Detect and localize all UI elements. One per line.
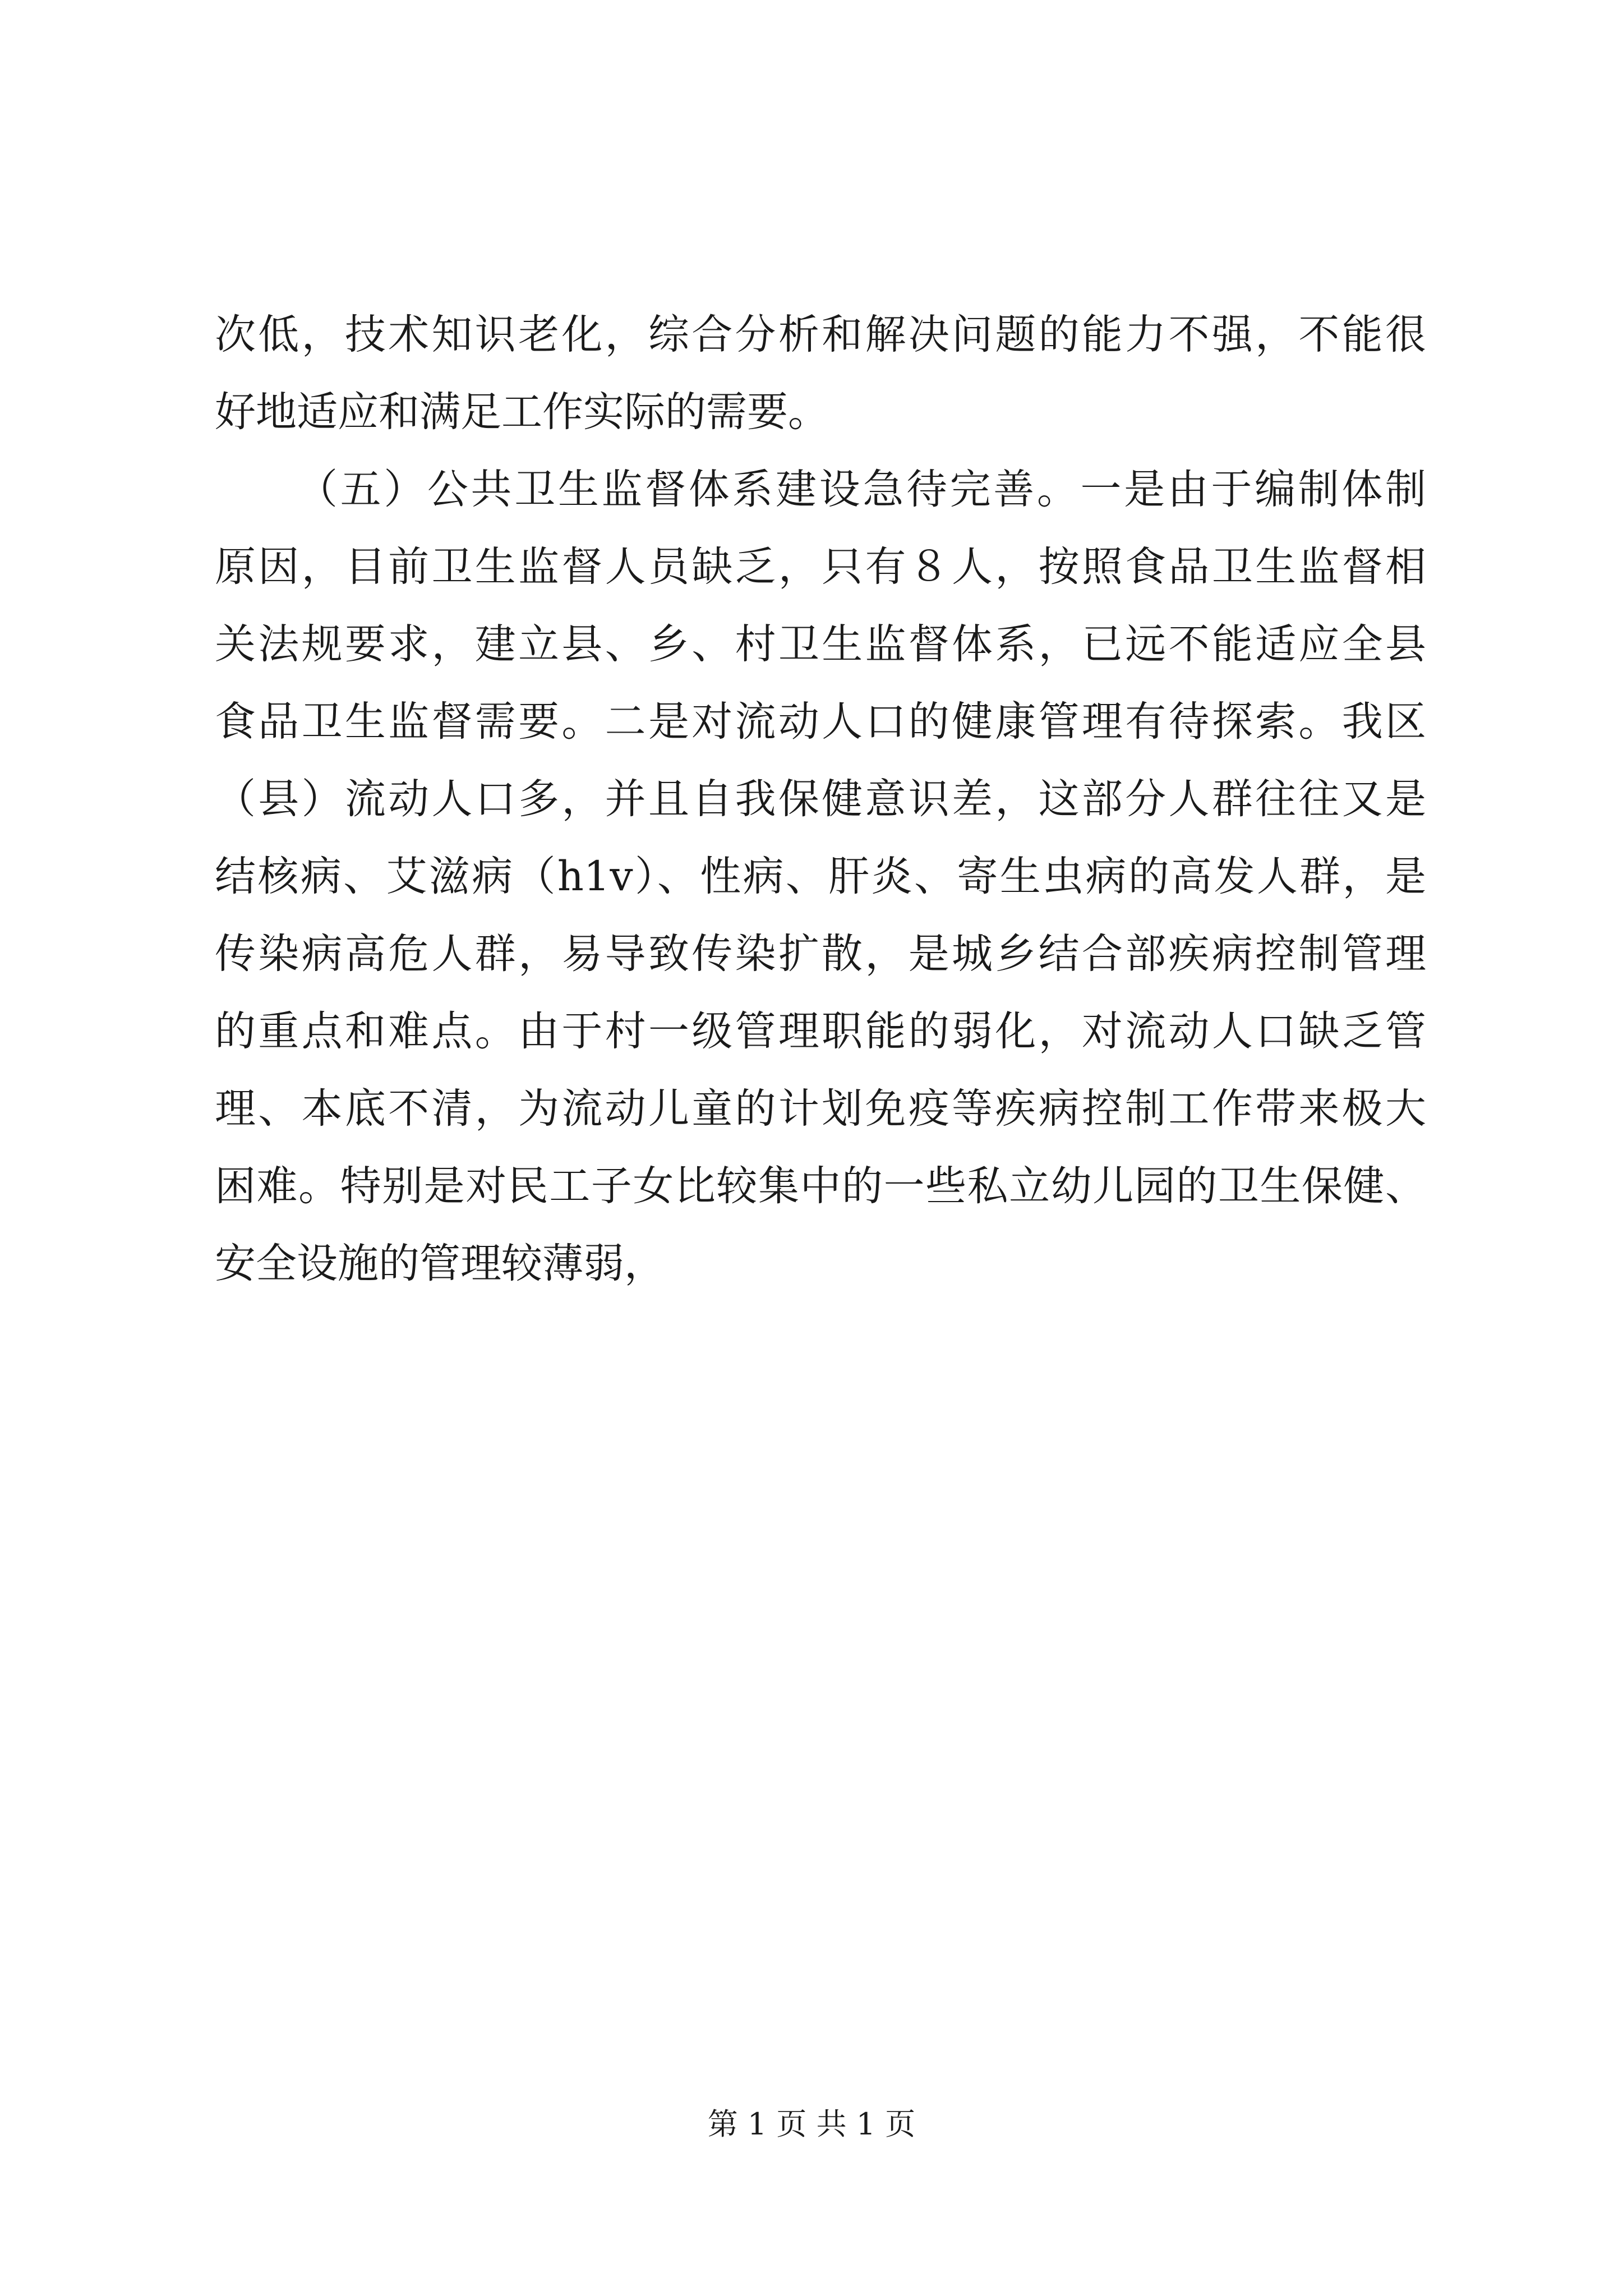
text-line: 食品卫生监督需要。二是对流动人口的健康管理有待探索。我区 xyxy=(215,698,1426,746)
text-line: 好地适应和满足工作实际的需要。 xyxy=(215,388,829,436)
text-line: 传染病高危人群，易导致传染扩散，是城乡结合部疾病控制管理 xyxy=(215,930,1426,978)
text-line: （县）流动人口多，并且自我保健意识差，这部分人群往往又是 xyxy=(215,775,1426,823)
text-line: 原因，目前卫生监督人员缺乏，只有８人，按照食品卫生监督相 xyxy=(215,543,1426,591)
text-line: 安全设施的管理较薄弱， xyxy=(215,1240,665,1287)
text-line: 关法规要求，建立县、乡、村卫生监督体系，已远不能适应全县 xyxy=(215,620,1426,668)
paragraph-first-line: （五）公共卫生监督体系建设急待完善。一是由于编制体制 xyxy=(297,466,1426,513)
text-line: 结核病、艾滋病（h1v）、性病、肝炎、寄生虫病的高发人群，是 xyxy=(215,853,1426,900)
text-line: 困难。特别是对民工子女比较集中的一些私立幼儿园的卫生保健、 xyxy=(215,1162,1426,1210)
text-line: 理、本底不清，为流动儿童的计划免疫等疾病控制工作带来极大 xyxy=(215,1085,1426,1133)
text-line: 的重点和难点。由于村一级管理职能的弱化，对流动人口缺乏管 xyxy=(215,1007,1426,1055)
text-line: 次低，技术知识老化，综合分析和解决问题的能力不强，不能很 xyxy=(215,311,1426,358)
page-footer xyxy=(0,2105,1623,2144)
document-body xyxy=(215,296,1426,1303)
page-number-label: 第 1 页 共 1 页 xyxy=(707,2106,916,2142)
